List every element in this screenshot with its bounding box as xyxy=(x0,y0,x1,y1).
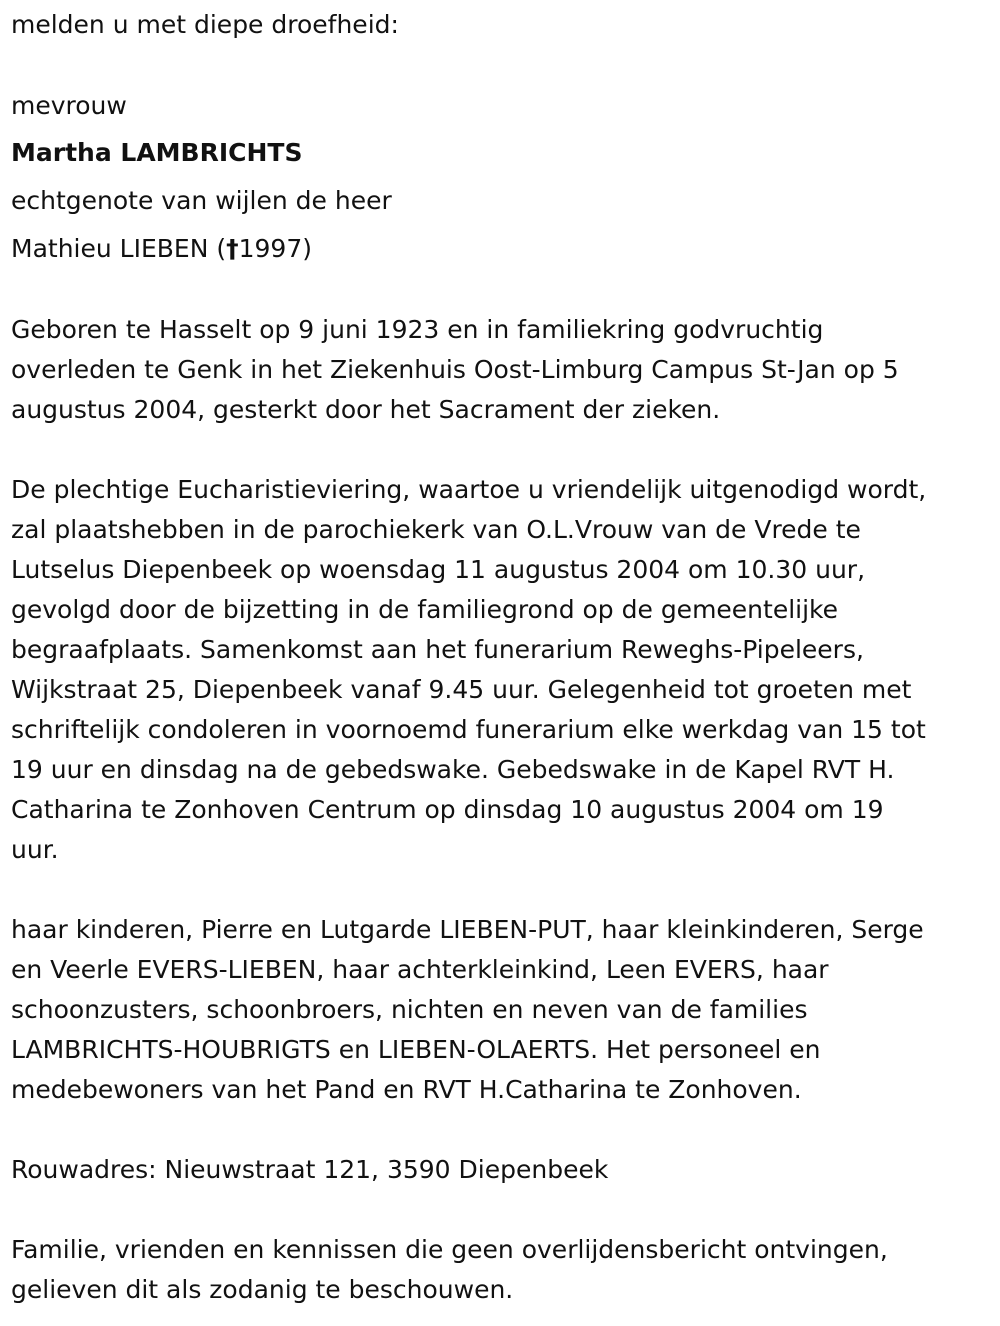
cross-icon: † xyxy=(226,234,239,263)
title-prefix: mevrouw xyxy=(11,91,127,120)
ceremony-paragraph: De plechtige Eucharistieviering, waartoe u vriendelijk uitgenodigd wordt, zal plaatshebben in de parochiekerk van O.L.Vrouw van de Vrede te Lutselus Diepenbeek op woensdag 11 augustus 2004 om 10.30 uur, gevolgd door de bijzetting in de familiegrond op de gemeentelijke begraafplaats. Samenkomst aan het funerarium Reweghs-Pipeleers, Wijkstraat 25, Diepenbeek vanaf 9.45 uur. Gelegenheid tot groeten met schriftelijk condoleren in voornoemd funerarium elke werkdag van 15 tot 19 uur en dinsdag na de gebedswake. Gebedswake in de Kapel RVT H. Catharina te Zonhoven Centrum op dinsdag 10 augustus 2004 om 19 uur. xyxy=(11,475,927,864)
deceased-name: Martha LAMBRICHTS xyxy=(11,138,303,167)
family-paragraph: haar kinderen, Pierre en Lutgarde LIEBEN-PUT, haar kleinkinderen, Serge en Veerle EVERS-LIEBEN, haar achterkleinkind, Leen EVERS, haar schoonzusters, schoonbroers, nichten en neven van de families LAMBRICHTS-HOUBRIGTS en LIEBEN-OLAERTS. Het personeel en medebewoners van het Pand en RVT H.Catharina te Zonhoven. xyxy=(11,915,924,1104)
address-line: Rouwadres: Nieuwstraat 121, 3590 Diepenbeek xyxy=(11,1155,609,1184)
spouse-name-line xyxy=(11,234,312,264)
birth-death-paragraph: Geboren te Hasselt op 9 juni 1923 en in familiekring godvruchtig overleden te Genk in het Ziekenhuis Oost-Limburg Campus St-Jan op 5 augustus 2004, gesterkt door het Sacrament der zieken. xyxy=(11,315,899,424)
spouse-relation: echtgenote van wijlen de heer xyxy=(11,186,392,215)
intro-text: melden u met diepe droefheid: xyxy=(11,10,399,39)
spouse-name: Mathieu LIEBEN ( xyxy=(11,234,227,263)
spouse-death-year: 1997) xyxy=(238,234,312,263)
closing-paragraph: Familie, vrienden en kennissen die geen overlijdensbericht ontvingen, gelieven dit als zodanig te beschouwen. xyxy=(11,1235,888,1304)
